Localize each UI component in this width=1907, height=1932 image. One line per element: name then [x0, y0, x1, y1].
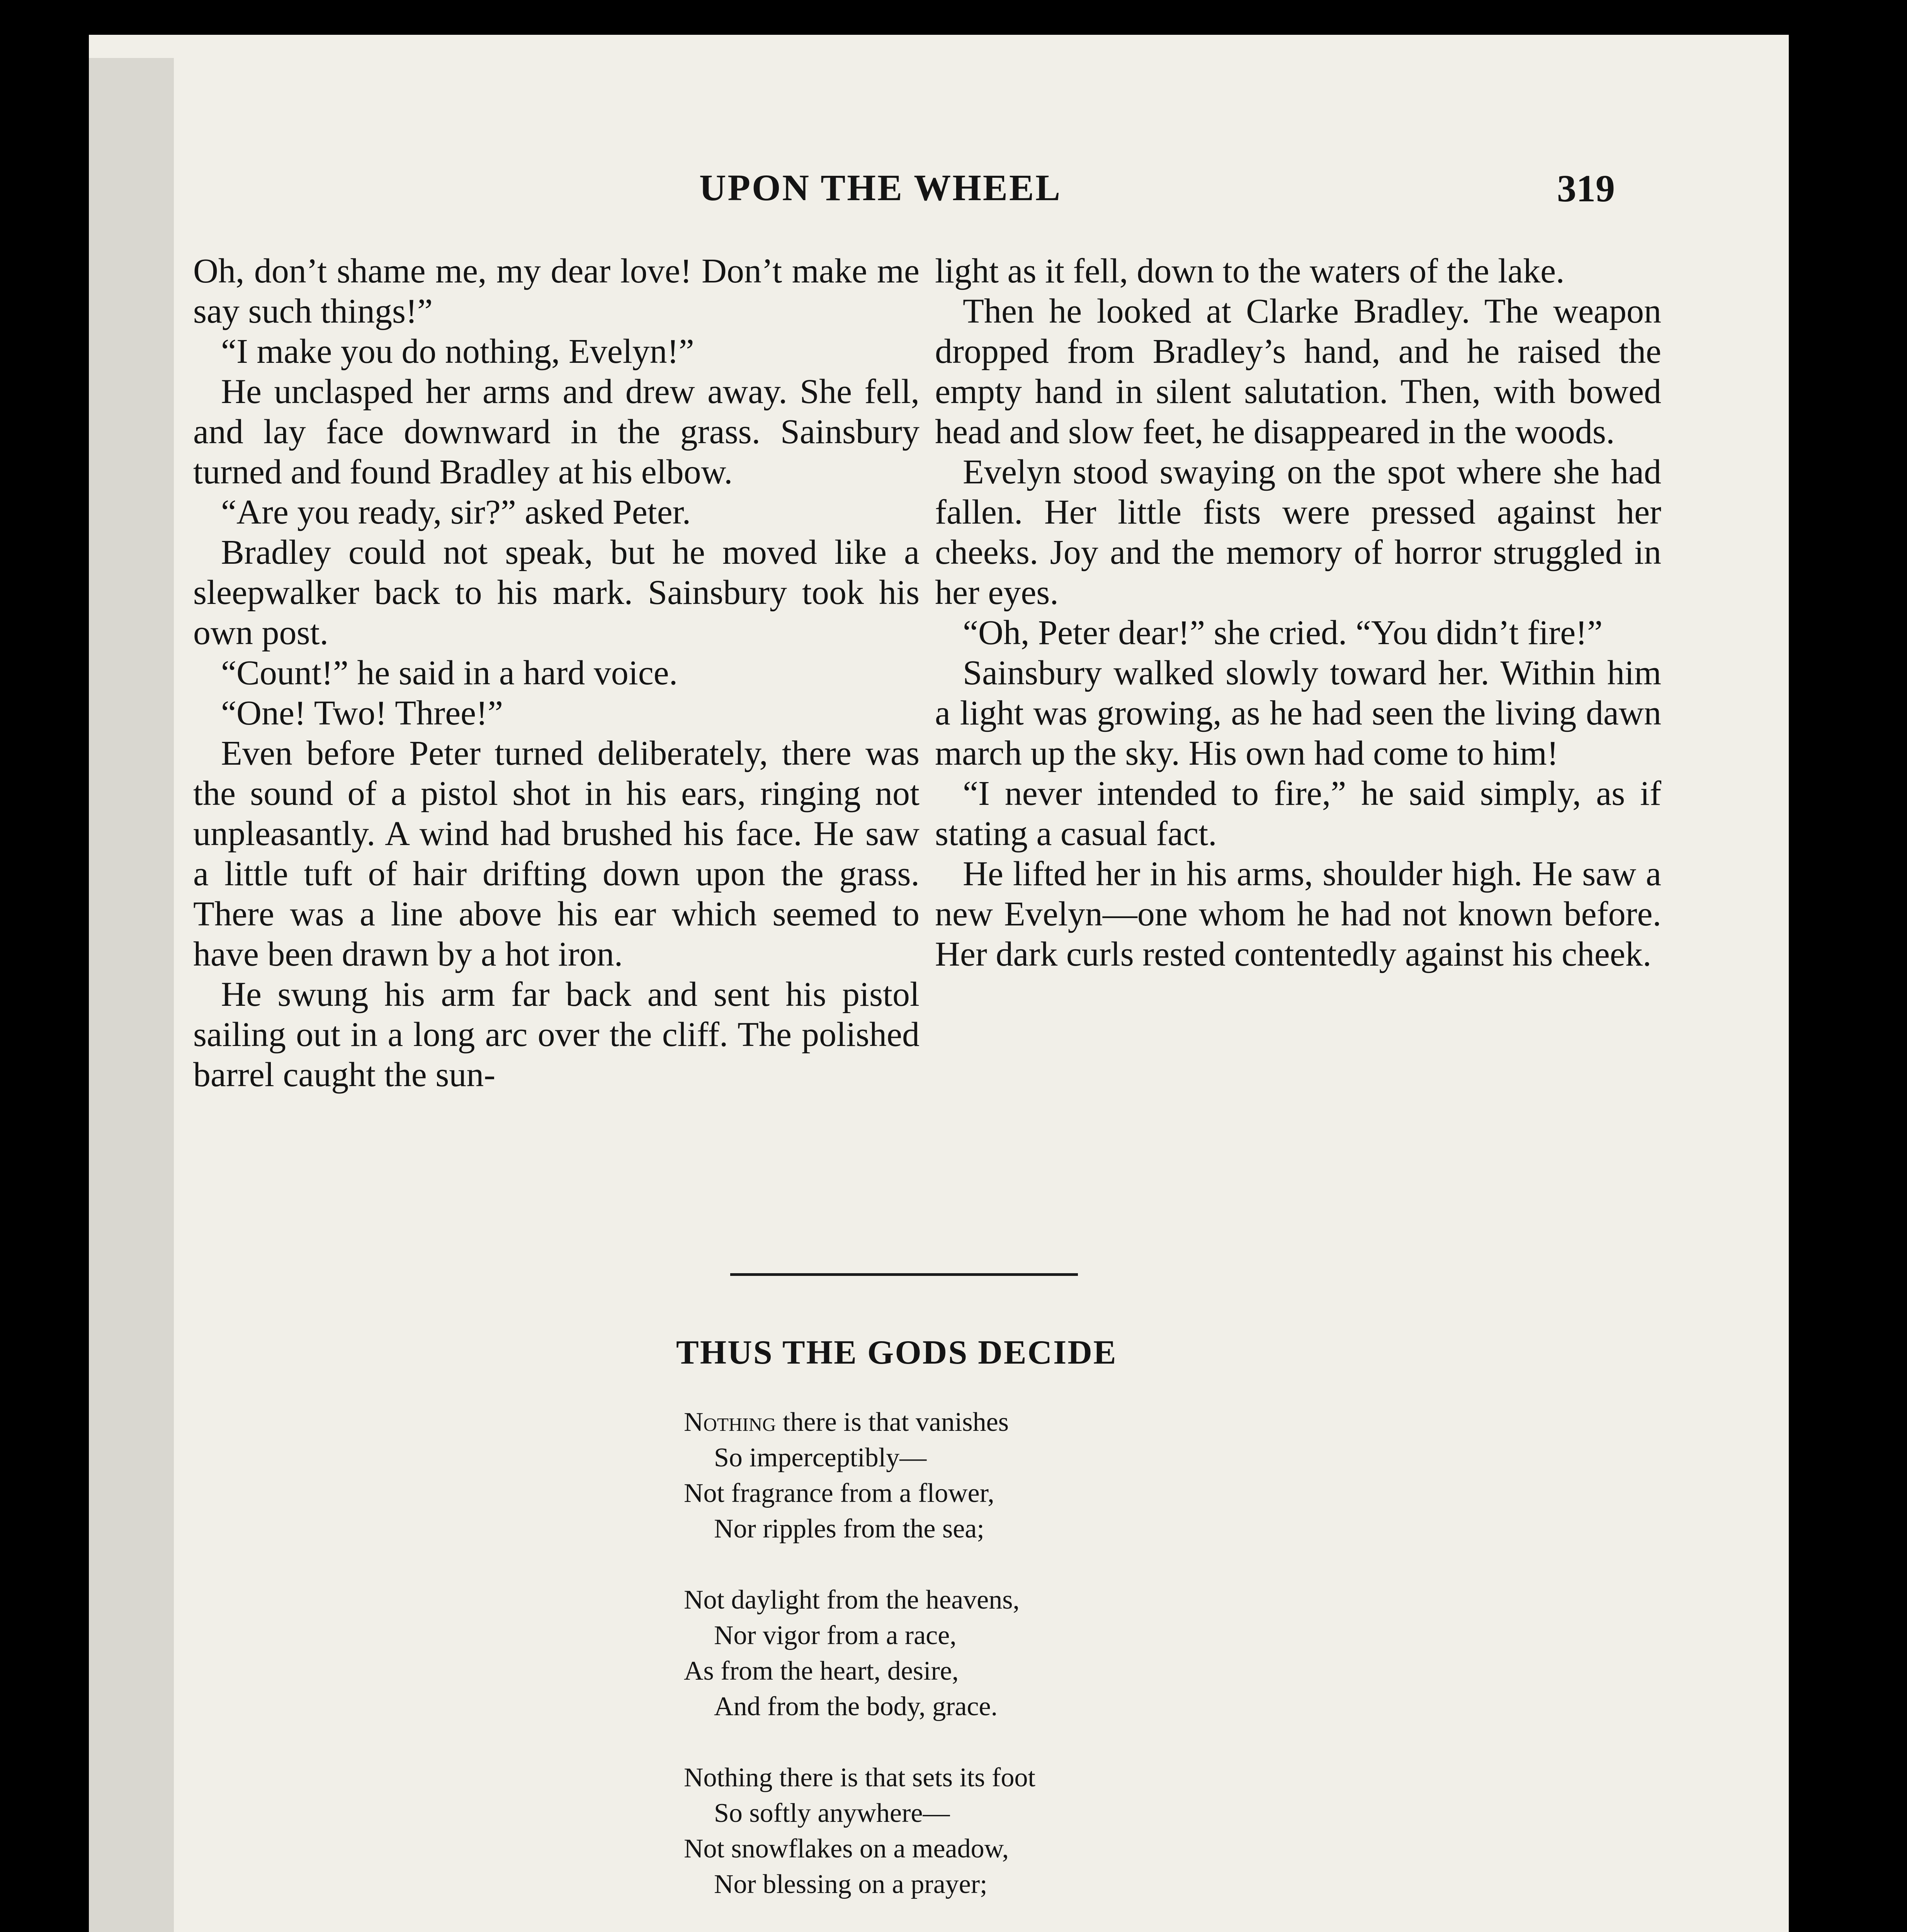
poem-line: Not daylight from the heavens,: [684, 1585, 1020, 1615]
story-paragraph: “Count!” he said in a hard voice.: [221, 654, 678, 692]
poem-line: Nor ripples from the sea;: [714, 1514, 984, 1544]
poem-line: Not fragrance from a flower,: [684, 1478, 994, 1508]
page-number: 319: [1557, 167, 1615, 210]
story-paragraph: He lifted her in his arms, shoulder high. He saw a new Evelyn—one whom he had not known before. Her dark curls rested contentedly against his cheek.: [935, 855, 1661, 973]
poem-line: And from the body, grace.: [714, 1692, 998, 1721]
story-paragraph: Bradley could not speak, but he moved like a sleepwalker back to his mark. Sainsbury took his own post.: [193, 533, 920, 652]
page-header: [89, 166, 1789, 228]
story-paragraph: Evelyn stood swaying on the spot where she had fallen. Her little fists were pressed against her cheeks. Joy and the memory of horror struggled in her eyes.: [935, 453, 1661, 612]
page-gutter-shadow: [89, 58, 174, 1932]
story-paragraph: He swung his arm far back and sent his pistol sailing out in a long arc over the cliff. The polished barrel caught the sun-: [193, 975, 920, 1094]
poem-stanza: [684, 1760, 1418, 1902]
poem-stanza: [684, 1405, 1418, 1547]
poem-line: As from the heart, desire,: [684, 1656, 959, 1686]
story-paragraph: “Are you ready, sir?” asked Peter.: [221, 493, 691, 531]
magazine-page: [89, 35, 1789, 1932]
story-column-right: [935, 251, 1661, 975]
story-paragraph: “I make you do nothing, Evelyn!”: [221, 332, 694, 371]
story-paragraph: light as it fell, down to the waters of the lake.: [935, 252, 1565, 290]
story-paragraph: Then he looked at Clarke Bradley. The weapon dropped from Bradley’s hand, and he raised the empty hand in silent salutation. Then, with bowed head and slow feet, he disappeared in the woods.: [935, 292, 1661, 451]
section-divider-rule: [730, 1273, 1078, 1276]
poem-line-text: there is that vanishes: [782, 1407, 1009, 1437]
poem-line: So imperceptibly—: [714, 1443, 927, 1473]
poem-line: Nor vigor from a race,: [714, 1621, 957, 1650]
story-paragraph: “I never intended to fire,” he said simply, as if stating a casual fact.: [935, 774, 1661, 853]
poem-line: Nothing there is that sets its foot: [684, 1763, 1035, 1793]
story-column-left: [193, 251, 920, 1095]
poem-stanza: [684, 1582, 1418, 1725]
poem-line: So softly anywhere—: [714, 1798, 950, 1828]
poem-title: THUS THE GODS DECIDE: [676, 1334, 1117, 1371]
story-paragraph: Even before Peter turned deliberately, there was the sound of a pistol shot in his ears, ringing not unpleasantly. A wind had brushed his face. He saw a little tuft of hair drifting down upon the grass. There was a line above his ear which seemed to have been drawn by a hot iron.: [193, 734, 920, 973]
story-paragraph: Sainsbury walked slowly toward her. Within him a light was growing, as he had seen the living dawn march up the sky. His own had come to him!: [935, 654, 1661, 772]
poem-body: [684, 1405, 1418, 1932]
poem-line: Nor blessing on a prayer;: [714, 1869, 987, 1899]
poem-line: [684, 1405, 1418, 1440]
poem-first-word: Nothing: [684, 1407, 776, 1437]
story-paragraph: “One! Two! Three!”: [221, 694, 503, 732]
story-paragraph: Oh, don’t shame me, my dear love! Don’t make me say such things!”: [193, 252, 920, 330]
running-head: UPON THE WHEEL: [699, 167, 1062, 208]
story-paragraph: “Oh, Peter dear!” she cried. “You didn’t fire!”: [963, 614, 1603, 652]
poem-line: Not snowflakes on a meadow,: [684, 1834, 1009, 1864]
story-paragraph: He unclasped her arms and drew away. She fell, and lay face downward in the grass. Sainsbury turned and found Bradley at his elbow.: [193, 372, 920, 491]
